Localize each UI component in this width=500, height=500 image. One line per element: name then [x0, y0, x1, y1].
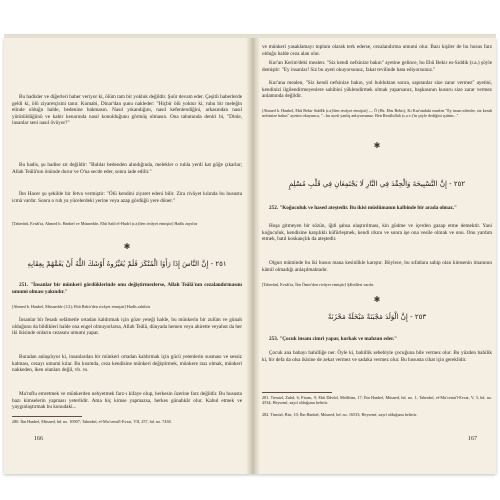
left-page — [12, 38, 242, 474]
left-source-1: [Taberânî, Evsât'ta, Ahmed b. Hanbel ve Müsnedde, Ebû Saîd el-Hudrî (r.a)'den rivâyet etmiştir] Hadîs zayıftır — [12, 221, 198, 226]
right-paragraph-4: Hoşa gitmeyen bir sözün, iğdi şahsa ulaştırılması, kin güdme ve içerden gazap etme demektir. Yani koğuculuk, kendisine karşılıklı küfürleşmek, kendi ırkını ve sonra işe ona vesile olmak ve onu. Onu yardım etmek, batıl koskançlık da ateştedir. — [262, 223, 492, 243]
hadith-heading-253: 253. "Çocuk insanı cimri yapar, korkak ve mahzun eder." — [269, 336, 398, 342]
left-paragraph-5: Buradan anlaşılıyor ki, insanlardan bir münkeri ortadan kaldırmak için gücü yetenlerin susması ve sessiz kalması, cezayı umumi kılar. Bu kısımda, ceza kendisine münkeri değiştirmek, münkere razı olmak, münkeri nakkeden, iken olanları değil, vb. vs. — [12, 354, 242, 374]
right-paragraph-2: Kur'an Kerim'deki mealen: "Siz kendi nefsinize bakın" ayetine gelince, bu Ebû Bekir es-Sıddik (r.a.) şöyle demiştir: "Ey insanlar! Siz bu ayeti okuyorsunuz, fakat tevilinde hata ediyorsunuz." — [262, 60, 492, 73]
right-page — [262, 38, 492, 474]
left-paragraph-3: İbn Hacer şu şekilde bir fetva vermiştir: "Ölü kendini ziyaret edeni bilir. Zira rivâyet kılında bu hususta icmâ vardır. Sonra o ruh ya yücelerdeki yerine veya azap gördüğü yere döner." — [12, 191, 242, 204]
left-footnote: 280. İbn Hanbel, Müsned, hd. no. 10907; Taberânî, el-Mu'cemü'l-Evsat, VII, 257, hd. no. 7438. — [12, 419, 172, 424]
hadith-heading-251: 251. "İnsanlar bir münkeri gördüklerinde onu değiştirmezlerse, Allah Teâlâ'nın cezalandırmasını umumi olması yakındır." — [12, 282, 242, 295]
right-footnote-2: 282. Tirmizî, Birr, 10; İbn Hanbel, Müsned, hd. no. 16533; Heysemî, zayıf olduğunu belirtir. — [262, 412, 417, 417]
right-paragraph-3: Kur'ana mealen, "Siz kendi nefsinize bakın, yol bulduktan sonra, sapıtanlar size zarar vermez" ayetini, kendinizi ilgilendirmeyenlere sahibini yüklendirmek olmak yaparsanız, başkasının kusuru size zarar vermez anlamında değildir. — [262, 80, 492, 100]
book-spread — [4, 38, 496, 474]
footnote-rule — [12, 416, 82, 417]
left-paragraph-6: Ma'ruflu emretmek ve münkerden nehyetmek farz-ı kifaye olup, herkesin üzerine farz değildir. Bu hususta bazı kimselerin yapması yeterlidir. Ama hiç kimse yapmazsa, herkes günahkâr olur. Kabul etmek ve yaygınlaştırmak bu konudaki... — [12, 391, 242, 411]
arabic-hadith-252: ٢٥٢ - إِنَّ التَّسْبِيحَةَ وَالْحِقْدَ فِي النَّارِ لَا يَجْتَمِعَانِ فِي قَلْبِ مُسْلِمٍ — [288, 180, 466, 188]
star-ornament: ✱ — [373, 295, 381, 304]
right-paragraph-6: Çocuk ana babayı bahilliğe ner. Öyle ki, bahillik sebebiyle çocuğuna bile vermez olur. Bu yüzden bahilik ki, bir defa da olsa ikisine de zekat vermez ve sadaka vermez olur. Bu hususta cihat için gereklidir. — [262, 350, 492, 363]
gutter — [246, 38, 260, 474]
arabic-hadith-251: ٢٥١ - إِنَّ النَّاسَ إِذَا رَأَوُا الْمُنْكَرَ فَلَمْ يُغَيِّرُوهُ أَوْشَكَ اللَّهُ أَنْ يَعُمَّهُمْ بِعِقَابِهِ — [27, 260, 227, 268]
left-source-2: [Ahmed b. Hanbel, Müsnedde (1/2); Ebû Bekir'den rivâyet etmiştir] Hadîs sahihtir — [12, 304, 151, 309]
star-ornament: ✱ — [123, 242, 131, 251]
right-footnote-1: 281. Tirmizî, Zuhd, 6; Fisam, 9; Ebû Dâvûd, Melâhim, 17; İbn Hanbel, Müsned, hd. no. 1; Taberânî, el-Mu'cemü'l-Evsat, V, 3, hd. no. 4534; Heysemî, zayıf olduğunu belirtir. — [262, 395, 492, 406]
arabic-hadith-253: ٢٥٣ - إِنَّ الْوَلَدَ مَجْبَنَةٌ مَبْخَلَةٌ مَحْزَنَةٌ — [327, 313, 427, 321]
right-paragraph-5: Olgun müminde bu iki husus mana kesinlikle karıştır. Böylece, bu sıfatlara sahip olan kimsenin imanının kâmil olmadığı anlaşılmaktadır. — [262, 260, 492, 273]
right-source-2: [Taberânî, Evsât'ta, İbn Ömer'den rivâyet etmiştir] Şâhidleri vardır. — [262, 282, 375, 287]
footnote-rule — [262, 392, 332, 393]
left-paragraph-2: Bu hadis, şu hadise zıt değildir: "Ruhlar bedenden alındığında, melekler o ruhla yerdi kat göğe çıkarlar; Allah Teâlâ'nın önünde durur ve O'na secde eder, sonra iade edilir." — [12, 162, 242, 175]
page-number-right: 167 — [468, 436, 477, 442]
right-source-1: [Ahmed b. Hanbel, Ebû Bekir Sıddîk (r.a)'den rivâyet etmiştir] — Ö (Hz. Ebu Bekir), Ki Kur'andaki mealen "Ey iman edenler, siz kendi nefsinize bakın" ayetini okuyunca, "...bu ayeti yanlış anlıyorsunuz. Ben Resûlullah (s.a.v.)'in şöyle dediğini işittim..." — [262, 108, 492, 119]
hadith-heading-252: 252. "Koğuculuk ve hased ateştedir. Bu ikisi müslümanın kalbinde bir arada olmaz." — [269, 205, 457, 211]
page-number-left: 166 — [34, 436, 43, 442]
right-paragraph-1: ve münkeri yasaklamayı toplum olarak terk ederse, cezalandırma umumi olur. Bazı kişiler de bu husus farz olduğu halde ceza alan olur. — [262, 44, 492, 57]
left-paragraph-1: Bu hadisler ve diğerleri haber veriyor ki, ölüm tam bir yokluk değildir. Şuûr devam eder. Çeşitli haberlerde geldi ki, ölü ziyaretçisini tanır. Kumabi, Dinar'dan şunu nakleder: "Hiçbir ölü yoktur ki, ruhu bir meleğin elinde olduğu halde, bedenine bakmasın. Nasıl yıkandığını, nasıl kefenlendiğini, arkasından nasıl yürütüldüğünü ve kabir kenarında nasıl konulduğunu görmüş olmasın. Ona tabutunda deniri bi, "Dinle, insanlar seni nasıl övüyor?" — [12, 94, 242, 127]
left-paragraph-4: İnsanlar bir fesadı selâmetle ortadan kaldırmak için göze yeteği halde, bu münkerin bir zulüm ve günah olduğunu da bildikleri halde ona engel olmuyorlarsa, Allah Teâlâ, dünyada hemen veya ahirette veyahut da her iki ikisinde onların cezasını umumi yapar. — [12, 317, 242, 337]
star-ornament: ✱ — [373, 141, 381, 150]
